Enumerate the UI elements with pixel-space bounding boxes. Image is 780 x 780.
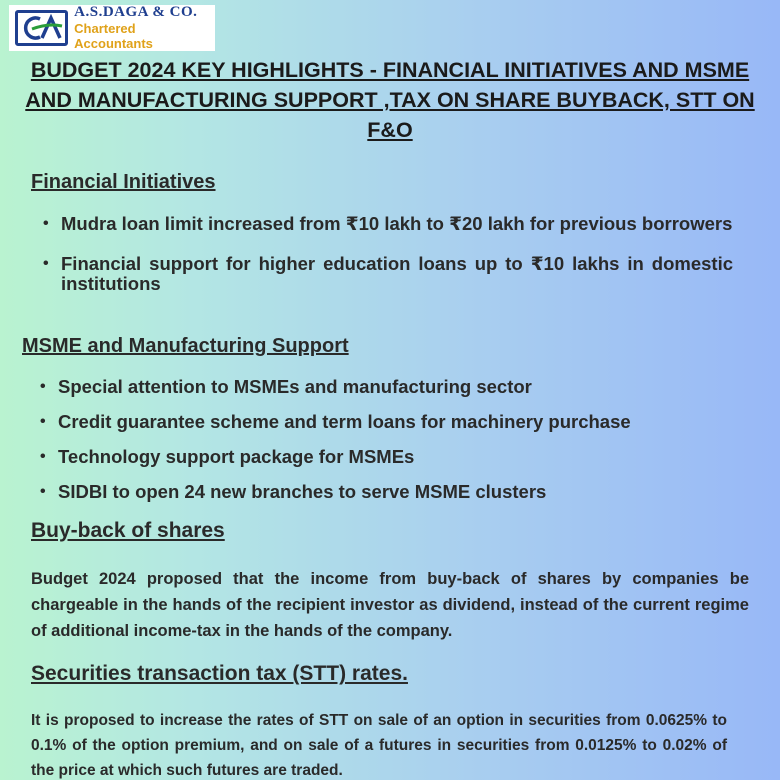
list-item: • Financial support for higher education loans up to ₹10 lakhs in domestic institutions	[61, 254, 733, 294]
firm-logo	[9, 5, 215, 51]
ca-logo-icon	[15, 10, 68, 46]
list-item: • SIDBI to open 24 new branches to serve MSME clusters	[58, 482, 738, 502]
heading-msme-support: MSME and Manufacturing Support	[22, 335, 349, 357]
msme-list	[58, 377, 738, 502]
page-title: BUDGET 2024 KEY HIGHLIGHTS - FINANCIAL INITIATIVES AND MSME AND MANUFACTURING SUPPORT ,TAX ON SHARE BUYBACK, STT ON F&O	[25, 58, 755, 142]
financial-list	[61, 214, 733, 294]
list-item: • Credit guarantee scheme and term loans for machinery purchase	[58, 412, 738, 432]
list-item: • Technology support package for MSMEs	[58, 447, 738, 467]
firm-name: A.S.DAGA & CO.	[74, 4, 198, 21]
heading-financial-initiatives: Financial Initiatives	[31, 171, 216, 193]
heading-stt-rates: Securities transaction tax (STT) rates.	[31, 662, 408, 685]
list-item: • Mudra loan limit increased from ₹10 lakh to ₹20 lakh for previous borrowers	[61, 214, 733, 234]
heading-buyback: Buy-back of shares	[31, 519, 225, 542]
buyback-paragraph: Budget 2024 proposed that the income from buy-back of shares by companies be chargeable in the hands of the recipient investor as dividend, instead of the current regime of additional income-tax in the hands of the company.	[31, 570, 749, 640]
list-item: • Special attention to MSMEs and manufacturing sector	[58, 377, 738, 397]
stt-paragraph: It is proposed to increase the rates of STT on sale of an option in securities from 0.0625% to 0.1% of the option premium, and on sale of a futures in securities from 0.0125% to 0.02% of the price at which such futures are traded.	[31, 712, 727, 779]
firm-subtitle: Chartered Accountants	[74, 20, 153, 51]
